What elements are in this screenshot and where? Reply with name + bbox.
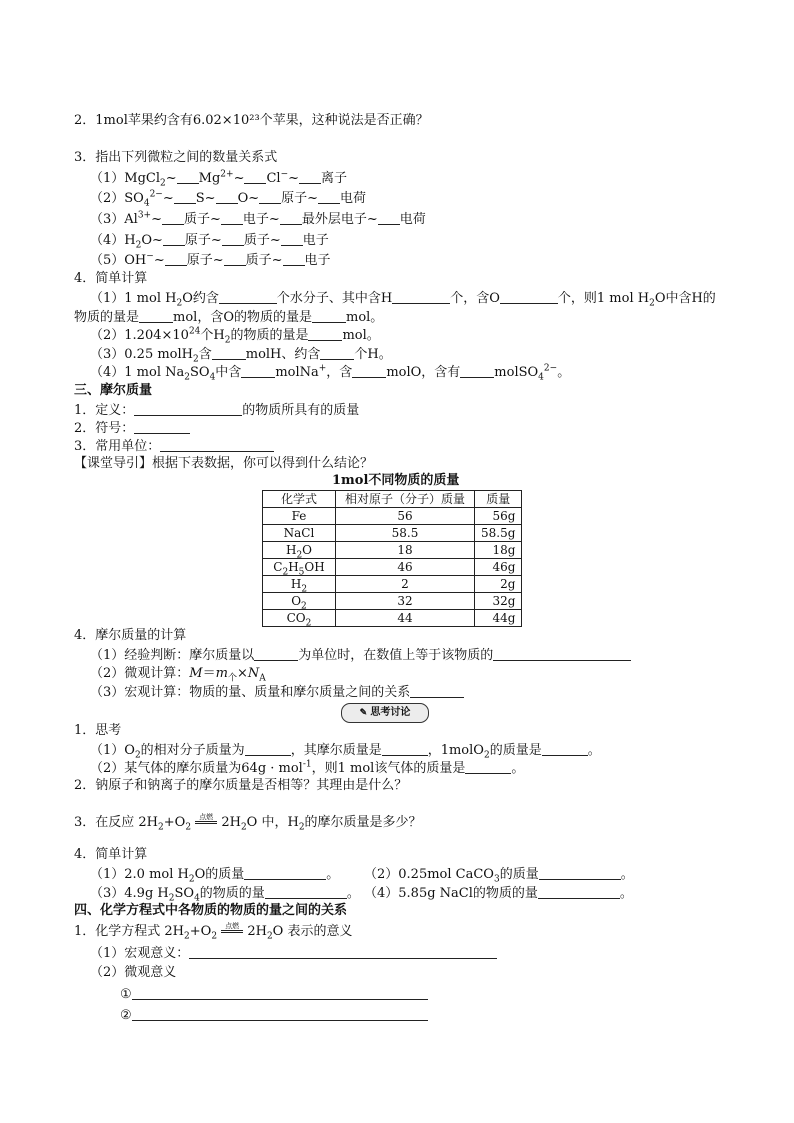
mass-cell: 2g: [475, 576, 522, 593]
blank[interactable]: [254, 647, 298, 661]
question-relations-title: 3．指出下列微粒之间的数量关系式: [74, 150, 278, 165]
blank[interactable]: [280, 211, 302, 225]
think-title: 1．思考: [74, 723, 122, 738]
simple-calc-title: 4．简单计算: [74, 271, 148, 286]
relative-mass-cell: 56: [336, 508, 475, 525]
micro-item-1: ①: [120, 986, 428, 1003]
blank[interactable]: [216, 190, 238, 204]
section-heading-molar-mass: 三、摩尔质量: [74, 383, 153, 398]
calc-item-3: （3）4.9g $H_2SO_4$的物质的量 。: [90, 886, 360, 904]
molar-mass-table: [262, 490, 522, 627]
table-row: [263, 542, 522, 559]
blank[interactable]: [500, 290, 558, 304]
table-caption: 1mol不同物质的质量: [332, 473, 460, 488]
relative-mass-cell: 58.5: [336, 525, 475, 542]
mass-cell: 44g: [475, 610, 522, 627]
blank[interactable]: [134, 420, 190, 434]
calc-item-2: （2）0.25mol CaCO$_3$的质量 。: [364, 867, 634, 885]
relation-line-3: $(3)Al^{3+}\sim$ 质子~ 电子~ 最外层电子~ 电荷: [90, 210, 426, 227]
molar-calc-line-2: （2）微观计算：$M=m_个\times N_A$: [90, 666, 266, 684]
simple-calc-line-3: $(2)1.204\times 10^{24}$个$H_2$的物质的量是 mol。: [90, 326, 380, 346]
formula-cell: Fe: [263, 508, 336, 525]
blank[interactable]: [241, 364, 275, 378]
table-header-row: [263, 491, 522, 508]
relation-line-5: （5）OH−~ 原子~ 质子~ 电子: [90, 251, 331, 268]
blank[interactable]: [163, 232, 185, 246]
simple-calc-line-1: （1）1 mol $H_2O$约含 个水分子、其中含H 个，含O 个，则1 mol $H_2O$中含H的: [90, 291, 716, 309]
blank[interactable]: [392, 290, 450, 304]
formula-cell: $H_2$: [263, 576, 336, 593]
question-reaction: 3．在反应 $2H_2+O_2$ 点燃 $2H_2O$ 中，$H_2$的摩尔质量是多少？: [74, 813, 422, 833]
simple-calc-line-2: 物质的量是 mol，含O的物质的量是 mol。: [74, 310, 384, 325]
simple-calc-line-5: （4）1 mol $Na_2SO_4$中含 molNa+，含 molO，含有 molSO$_4^{2-}$。: [90, 363, 571, 383]
blank[interactable]: [245, 742, 291, 756]
formula-cell: $O_2$: [263, 593, 336, 610]
header-mass: 质量: [475, 491, 522, 508]
blank[interactable]: [259, 190, 281, 204]
blank[interactable]: [538, 885, 620, 899]
blank[interactable]: [281, 232, 303, 246]
header-formula: 化学式: [263, 491, 336, 508]
blank[interactable]: [224, 252, 246, 266]
table-row: [263, 508, 522, 525]
micro-meaning: （2）微观意义: [90, 965, 177, 980]
blank[interactable]: [221, 211, 243, 225]
mass-cell: 56g: [475, 508, 522, 525]
blank[interactable]: [382, 742, 428, 756]
equation-meaning: 1．化学方程式 $2H_2+O_2$ 点燃 $2H_2O$ 表示的意义: [74, 922, 353, 942]
molar-calc-line-1: （1）经验判断：摩尔质量以 为单位时，在数值上等于该物质的: [90, 647, 631, 664]
relative-mass-cell: 46: [336, 559, 475, 576]
reaction-arrow: 点燃: [195, 815, 217, 825]
table-row: [263, 525, 522, 542]
blank[interactable]: [222, 232, 244, 246]
formula-cell: $H_2O$: [263, 542, 336, 559]
relative-mass-cell: 44: [336, 610, 475, 627]
question-apple: 2．1mol苹果约含有6.02×10²³个苹果，这种说法是否正确？: [74, 113, 429, 128]
speech-bubble-icon: ✎: [359, 708, 371, 718]
question-sodium: 2．钠原子和钠离子的摩尔质量是否相等？其理由是什么？: [74, 778, 408, 793]
mass-cell: 18g: [475, 542, 522, 559]
reaction-arrow: 点燃: [221, 924, 243, 934]
blank[interactable]: [493, 647, 631, 661]
calc-item-1: （1）2.0 mol $H_2O$的质量 。: [90, 867, 340, 885]
blank[interactable]: [174, 190, 196, 204]
mass-cell: 32g: [475, 593, 522, 610]
blank[interactable]: [160, 438, 274, 452]
micro-item-2: ②: [120, 1007, 428, 1024]
blank[interactable]: [244, 170, 266, 184]
relation-line-1: （1）MgCl$_2$~ $Mg^{2+}\sim$ Cl−~ 离子: [90, 169, 348, 189]
relative-mass-cell: 32: [336, 593, 475, 610]
formula-cell: $C_2H_5OH$: [263, 559, 336, 576]
calc-item-4: （4）5.85g NaCl的物质的量 。: [364, 886, 633, 901]
header-relative-mass: 相对原子（分子）质量: [336, 491, 475, 508]
blank[interactable]: [219, 290, 277, 304]
blank[interactable]: [352, 364, 386, 378]
formula-cell: NaCl: [263, 525, 336, 542]
unit-line: 3．常用单位：: [74, 438, 274, 455]
blank[interactable]: [308, 327, 342, 341]
blank[interactable]: [177, 170, 199, 184]
blank[interactable]: [244, 866, 326, 880]
blank[interactable]: [460, 364, 494, 378]
blank[interactable]: [283, 252, 305, 266]
mass-cell: 58.5g: [475, 525, 522, 542]
blank[interactable]: [320, 346, 354, 360]
question-apple-text: 1mol苹果约含有6.02×10²³个苹果，这种说法是否正确？: [95, 113, 429, 128]
class-guide: 【课堂导引】根据下表数据，你可以得到什么结论？: [74, 456, 374, 471]
discussion-badge: ✎ 思考讨论: [341, 703, 429, 723]
calc-title: 4．简单计算: [74, 847, 148, 862]
table-row: [263, 576, 522, 593]
blank[interactable]: [132, 1007, 428, 1021]
relative-mass-cell: 2: [336, 576, 475, 593]
blank[interactable]: [189, 945, 497, 959]
blank[interactable]: [132, 986, 428, 1000]
molar-calc-title: 4．摩尔质量的计算: [74, 628, 187, 643]
blank[interactable]: [542, 742, 588, 756]
blank[interactable]: [378, 211, 400, 225]
think-line-2: （2）某气体的摩尔质量为64g · mol$^{-1}$，则1 mol该气体的质量是 。: [90, 759, 525, 776]
blank[interactable]: [134, 402, 242, 416]
think-line-1: $(1)O_2$的相对分子质量为 ，其摩尔质量是 ，1molO$_2$的质量是 。: [90, 743, 601, 761]
blank[interactable]: [312, 309, 346, 323]
blank[interactable]: [299, 170, 321, 184]
mass-cell: 46g: [475, 559, 522, 576]
table-row: [263, 610, 522, 627]
blank[interactable]: [162, 211, 184, 225]
section-heading-equation: 四、化学方程式中各物质的物质的量之间的关系: [74, 903, 348, 918]
formula-cell: $CO_2$: [263, 610, 336, 627]
relative-mass-cell: 18: [336, 542, 475, 559]
blank[interactable]: [539, 866, 621, 880]
simple-calc-line-4: （3）0.25 molH$_2$含 molH、约含 个H。: [90, 347, 392, 365]
table-row: [263, 593, 522, 610]
blank[interactable]: [465, 760, 511, 774]
blank[interactable]: [165, 252, 187, 266]
symbol-line: 2．符号：: [74, 420, 190, 437]
blank[interactable]: [410, 684, 464, 698]
relation-line-2: $(2)SO_4^{2-}\sim$ S~ O~ 原子~ 电荷: [90, 189, 367, 209]
relation-line-4: $(4)H_2O\sim$ 原子~ 质子~ 电子: [90, 233, 329, 251]
macro-meaning: （1）宏观意义：: [90, 945, 497, 962]
blank[interactable]: [139, 309, 173, 323]
table-row: [263, 559, 522, 576]
blank[interactable]: [212, 346, 246, 360]
blank[interactable]: [318, 190, 340, 204]
blank[interactable]: [265, 885, 347, 899]
molar-calc-line-3: （3）宏观计算：物质的量、质量和摩尔质量之间的关系: [90, 684, 464, 701]
definition-line: 1．定义： 的物质所具有的质量: [74, 403, 360, 418]
